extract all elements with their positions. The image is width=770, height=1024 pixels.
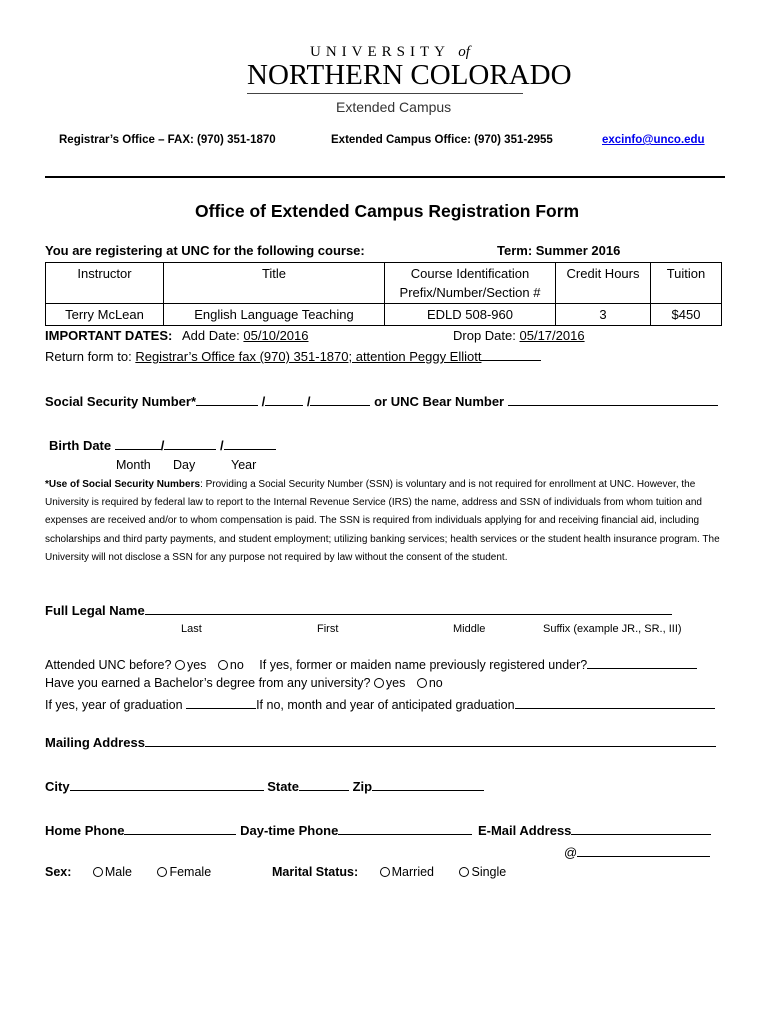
attended-yes-label: yes [186,658,207,672]
drop-date [453,328,585,343]
birth-year-field[interactable] [224,437,276,450]
return-blank [481,348,541,361]
course-table [45,262,722,326]
sex-label: Sex: [45,865,72,879]
mailing-row [45,734,716,750]
attended-yes-radio[interactable] [175,660,185,670]
name-suffix-caption: Suffix (example JR., SR., III) [543,623,682,635]
drop-date-label: Drop Date: [453,328,516,343]
logo-colorado-text: COLORADO [410,59,572,91]
logo-northern-colorado [247,59,572,92]
logo-northern-text: NORTHERN [247,59,404,91]
birth-date-row: Birth Date / / [49,437,276,453]
state-field[interactable] [299,778,349,791]
cell-tuition: $450 [651,304,722,326]
attended-label: Attended UNC before? [45,658,172,672]
form-title: Office of Extended Campus Registration Form [195,201,580,221]
header-divider [45,176,725,178]
logo-university-text: UNIVERSITY [310,44,450,60]
cell-course-id: EDLD 508-960 [385,304,556,326]
birth-day-caption: Day [173,458,196,472]
important-dates [45,328,309,343]
table-row [46,304,722,326]
male-label: Male [104,865,132,879]
table-header-row [46,263,722,304]
state-label: State [267,779,299,794]
attended-no-radio[interactable] [218,660,228,670]
ssn-row: Social Security Number* / / or UNC Bear Number [45,393,718,409]
anticipated-label: If no, month and year of anticipated graduation [256,698,515,712]
name-first-caption: First [317,623,339,635]
name-last-caption: Last [181,623,202,635]
day-phone-label: Day-time Phone [240,823,339,838]
full-name-row [45,602,672,618]
cell-credits: 3 [556,304,651,326]
birth-month-field[interactable] [115,437,161,450]
male-radio[interactable] [93,867,103,877]
bachelor-no-label: no [428,676,443,690]
former-name-field[interactable] [587,656,697,669]
bachelor-yes-radio[interactable] [374,678,384,688]
email-at-sign: @ [564,845,578,860]
bear-number-field[interactable] [508,393,718,406]
grad-year-label: If yes, year of graduation [45,698,183,712]
city-field[interactable] [70,778,264,791]
full-name-field[interactable] [145,602,672,615]
city-label: City [45,779,70,794]
col-course-id-line2: Prefix/Number/Section # [399,285,541,300]
ssn-notice-bold: *Use of Social Security Numbers [45,479,201,490]
bachelor-label: Have you earned a Bachelor’s degree from any university? [45,676,371,690]
female-label: Female [169,865,212,879]
cell-title: English Language Teaching [164,304,385,326]
logo-extended-campus: Extended Campus [336,99,452,115]
phone-row [45,822,711,838]
return-form [45,348,541,364]
sex-row [45,865,211,879]
return-value: Registrar’s Office fax (970) 351-1870; attention Peggy Elliott [135,349,482,364]
ssn-field-3[interactable] [310,393,370,406]
grad-year-field[interactable] [186,696,256,709]
drop-date-value: 05/17/2016 [519,328,585,343]
name-middle-caption: Middle [453,623,486,635]
ssn-field-2[interactable] [265,393,303,406]
ssn-field-1[interactable] [196,393,258,406]
bachelor-yes-label: yes [385,676,406,690]
col-instructor: Instructor [46,263,164,304]
add-date-label: Add Date: [181,328,240,343]
ssn-notice-text: : Providing a Social Security Number (SSN) is voluntary and is not required for enrollment at UNC. However, the University is required by federal law to report to the Internal Revenue Service (IRS) the name, address and SSN of individuals from whom tuition and expenses are received and/or to whom compensation is paid. The SSN is required from individuals applying for and receiving financial aid, including scholarships and third party payments, and student employment; utilizing banking services; health services or the student health insurance program. The University will not disclose a SSN for any purpose not required by law without the consent of the student. [45,479,720,563]
extended-campus-phone: Extended Campus Office: (970) 351-2955 [331,134,553,146]
email-link[interactable]: excinfo@unco.edu [602,134,705,146]
important-dates-label: IMPORTANT DATES: [45,328,173,343]
attended-no-label: no [229,658,244,672]
email-field[interactable] [571,822,711,835]
birth-day-field[interactable] [164,437,216,450]
birth-date-label: Birth Date [49,438,112,453]
course-intro: You are registering at UNC for the following course: [45,243,365,258]
return-label: Return form to: [45,349,132,364]
col-credit-hours: Credit Hours [556,263,651,304]
col-tuition: Tuition [651,263,722,304]
former-name-label: If yes, former or maiden name previously registered under? [259,658,588,672]
attended-row [45,656,697,672]
single-label: Single [471,865,507,879]
email-label: E-Mail Address [477,823,572,838]
mailing-label: Mailing Address [45,735,145,750]
female-radio[interactable] [157,867,167,877]
single-radio[interactable] [459,867,469,877]
married-radio[interactable] [380,867,390,877]
zip-field[interactable] [372,778,484,791]
col-course-id [385,263,556,304]
marital-row [272,865,506,879]
birth-month-caption: Month [116,458,151,472]
cell-instructor: Terry McLean [46,304,164,326]
marital-label: Marital Status: [272,865,359,879]
logo-rule [247,93,523,94]
home-phone-label: Home Phone [45,823,125,838]
add-date-value: 05/10/2016 [243,328,309,343]
ssn-notice [45,476,735,567]
married-label: Married [391,865,434,879]
full-name-label: Full Legal Name [45,603,145,618]
day-phone-field[interactable] [338,822,472,835]
mailing-field[interactable] [145,734,716,747]
col-title: Title [164,263,385,304]
registrar-fax: Registrar’s Office – FAX: (970) 351-1870 [59,134,276,146]
anticipated-field[interactable] [515,696,715,709]
bachelor-row [45,676,443,690]
zip-label: Zip [352,779,373,794]
email-second-line [564,844,710,860]
col-course-id-line1: Course Identification [410,266,530,281]
birth-year-caption: Year [231,458,257,472]
bear-number-label: or UNC Bear Number [374,394,505,409]
email-domain-field[interactable] [577,844,710,857]
home-phone-field[interactable] [124,822,236,835]
ssn-label: Social Security Number* [45,394,196,409]
graduation-row [45,696,715,712]
term-label: Term: Summer 2016 [497,243,621,258]
city-row [45,778,484,794]
bachelor-no-radio[interactable] [417,678,427,688]
logo-of-text: of [458,44,470,60]
